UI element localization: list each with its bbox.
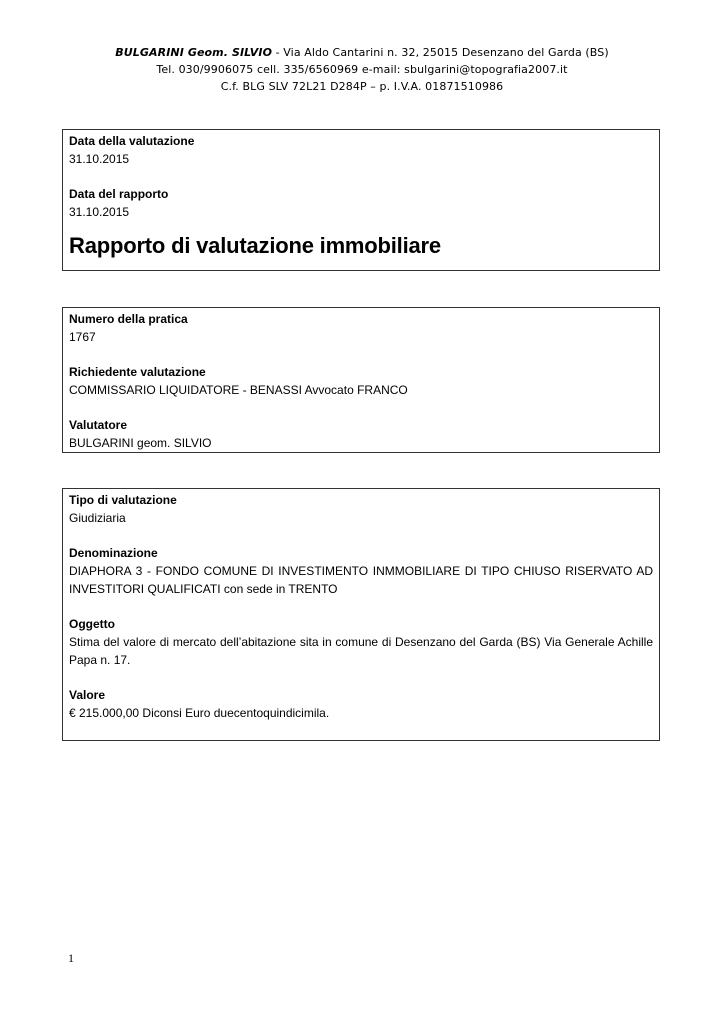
valuation-details-box — [62, 488, 660, 741]
letterhead-address: - Via Aldo Cantarini n. 32, 25015 Desenzano del Garda (BS) — [272, 46, 609, 59]
denomination-value: DIAPHORA 3 - FONDO COMUNE DI INVESTIMENTO INMMOBILIARE DI TIPO CHIUSO RISERVATO AD INVESTITORI QUALIFICATI con sede in TRENTO — [69, 564, 653, 596]
letterhead-line-1 — [0, 44, 724, 61]
letterhead-contacts: Tel. 030/9906075 cell. 335/6560969 e-mail: sbulgarini@topografia2007.it — [156, 63, 568, 76]
report-dates-box — [62, 129, 660, 271]
value-label: Valore — [69, 688, 106, 702]
valuation-type-label: Tipo di valutazione — [69, 493, 177, 507]
page-title: Rapporto di valutazione immobiliare — [69, 233, 441, 258]
appraiser-label: Valutatore — [69, 418, 128, 432]
requester-value: COMMISSARIO LIQUIDATORE - BENASSI Avvocato FRANCO — [69, 383, 408, 397]
case-info-box — [62, 307, 660, 453]
case-number-value: 1767 — [69, 330, 96, 344]
appraiser-value: BULGARINI geom. SILVIO — [69, 436, 212, 450]
subject-value: Stima del valore di mercato dell’abitazione sita in comune di Desenzano del Garda (BS) Via Generale Achille Papa n. 17. — [69, 635, 653, 667]
report-date-value: 31.10.2015 — [69, 205, 130, 219]
page-number: 1 — [68, 951, 74, 965]
letterhead-fiscal: C.f. BLG SLV 72L21 D284P – p. I.V.A. 01871510986 — [220, 80, 504, 93]
valuation-type-value: Giudiziaria — [69, 511, 126, 525]
valuation-date-label: Data della valutazione — [69, 134, 195, 148]
report-date-label: Data del rapporto — [69, 187, 169, 201]
requester-label: Richiedente valutazione — [69, 365, 206, 379]
letterhead — [0, 44, 724, 95]
value-amount: € 215.000,00 Diconsi Euro duecentoquindicimila. — [69, 706, 330, 720]
subject-label: Oggetto — [69, 617, 115, 631]
denomination-label: Denominazione — [69, 546, 158, 560]
valuation-date-value: 31.10.2015 — [69, 152, 130, 166]
letterhead-name: BULGARINI Geom. SILVIO — [115, 46, 273, 59]
case-number-label: Numero della pratica — [69, 312, 188, 326]
